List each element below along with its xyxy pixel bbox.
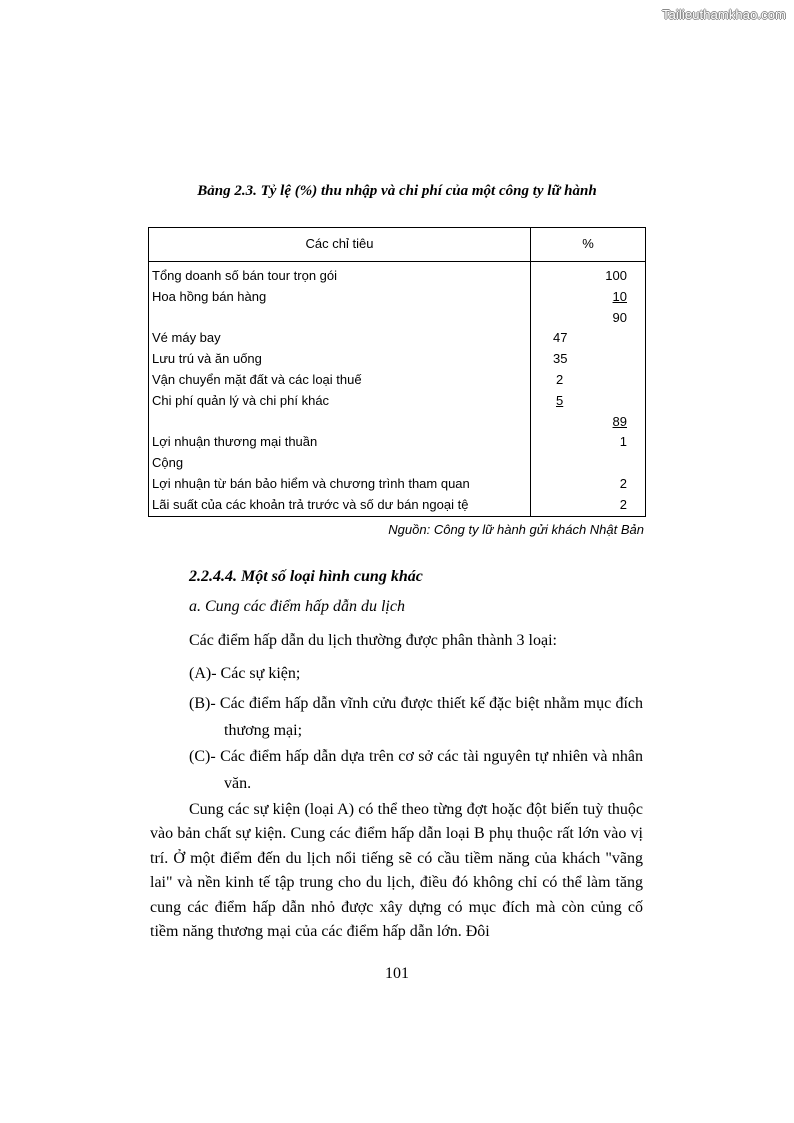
table-source-note: Nguồn: Công ty lữ hành gửi khách Nhật Bản: [388, 522, 644, 537]
table-row-label: Vé máy bay: [152, 330, 221, 346]
total-value: 90: [612, 309, 627, 325]
intro-paragraph: Các điểm hấp dẫn du lịch thường được phân thành 3 loại:: [189, 632, 557, 649]
total-value: 100: [605, 268, 627, 283]
body-paragraph: Cung các sự kiện (loại A) có thể theo từng đợt hoặc đột biến tuỳ thuộc vào bản chất sự kiện. Cung các điểm hấp dẫn loại B phụ thuộc rất lớn vào vị trí. Ở một điểm đến du lịch nổi tiếng sẽ có cầu tiềm năng của khách "vãng lai" và nền kinh tế tập trung cho du lịch, điều đó không chỉ có thể làm tăng cung các điểm hấp dẫn nhỏ được xây dựng có mục đích mà còn củng cố tiềm năng thương mại của các điểm hấp dẫn lớn. Đôi: [150, 801, 643, 941]
total-value: 10: [612, 288, 627, 304]
table-row-values: [531, 266, 645, 287]
table-row-values: [531, 328, 645, 349]
table-body: [149, 262, 645, 516]
table-row-values: [531, 287, 645, 308]
table-row-label: Lãi suất của các khoản trả trước và số dư bán ngoại tệ: [152, 496, 469, 512]
table-row-values: [531, 432, 645, 453]
header-percent: %: [582, 236, 594, 251]
table-row-values: [531, 370, 645, 391]
subtotal-value: 35: [553, 351, 568, 367]
list-item: (B)- Các điểm hấp dẫn vĩnh cửu được thiết kế đặc biệt nhằm mục đích thương mại;: [189, 695, 643, 739]
table-row-values: [531, 453, 645, 474]
list-item: (C)- Các điểm hấp dẫn dựa trên cơ sở các tài nguyên tự nhiên và nhân văn.: [189, 748, 643, 792]
total-value: 2: [619, 496, 627, 512]
table-row-label: Lợi nhuận từ bán bảo hiểm và chương trình tham quan: [152, 475, 470, 491]
table-row-label: Tổng doanh số bán tour trọn gói: [152, 268, 338, 283]
table-row-label: [149, 412, 530, 433]
table-row-label: Cộng: [152, 455, 184, 471]
table-row-values: [531, 474, 645, 495]
total-value: 89: [612, 413, 627, 429]
values-column: [531, 262, 645, 516]
watermark: Tailieuthamkhao.com: [661, 7, 786, 22]
table-row-label: [149, 308, 530, 329]
table-header: [149, 228, 645, 262]
table-row-label: Lợi nhuận thương mại thuần: [152, 434, 318, 450]
subtotal-value: 47: [553, 330, 568, 346]
table-row-values: [531, 391, 645, 412]
table-row-label: Chi phí quản lý và chi phí khác: [152, 392, 330, 408]
subtotal-value: 5: [556, 392, 564, 408]
table-row-label: Vận chuyển mặt đất và các loại thuế: [152, 371, 362, 387]
table-row-label: Hoa hồng bán hàng: [152, 288, 267, 304]
total-value: 2: [619, 475, 627, 491]
labels-column: [149, 262, 531, 516]
income-cost-table: [148, 227, 646, 517]
section-subheading: a. Cung các điểm hấp dẫn du lịch: [189, 598, 405, 615]
table-row-values: [531, 349, 645, 370]
page-number: 101: [385, 965, 409, 982]
total-value: 1: [619, 434, 627, 450]
section-heading: 2.2.4.4. Một số loại hình cung khác: [189, 568, 423, 585]
table-row-values: [531, 308, 645, 329]
list-item: (A)- Các sự kiện;: [189, 665, 301, 682]
table-row-values: [531, 412, 645, 433]
header-indicators: Các chỉ tiêu: [149, 228, 531, 261]
table-caption: Bảng 2.3. Tỷ lệ (%) thu nhập và chi phí của một công ty lữ hành: [197, 183, 597, 199]
subtotal-value: 2: [556, 371, 564, 387]
table-row-values: [531, 495, 645, 516]
table-row-label: Lưu trú và ăn uống: [152, 351, 262, 367]
